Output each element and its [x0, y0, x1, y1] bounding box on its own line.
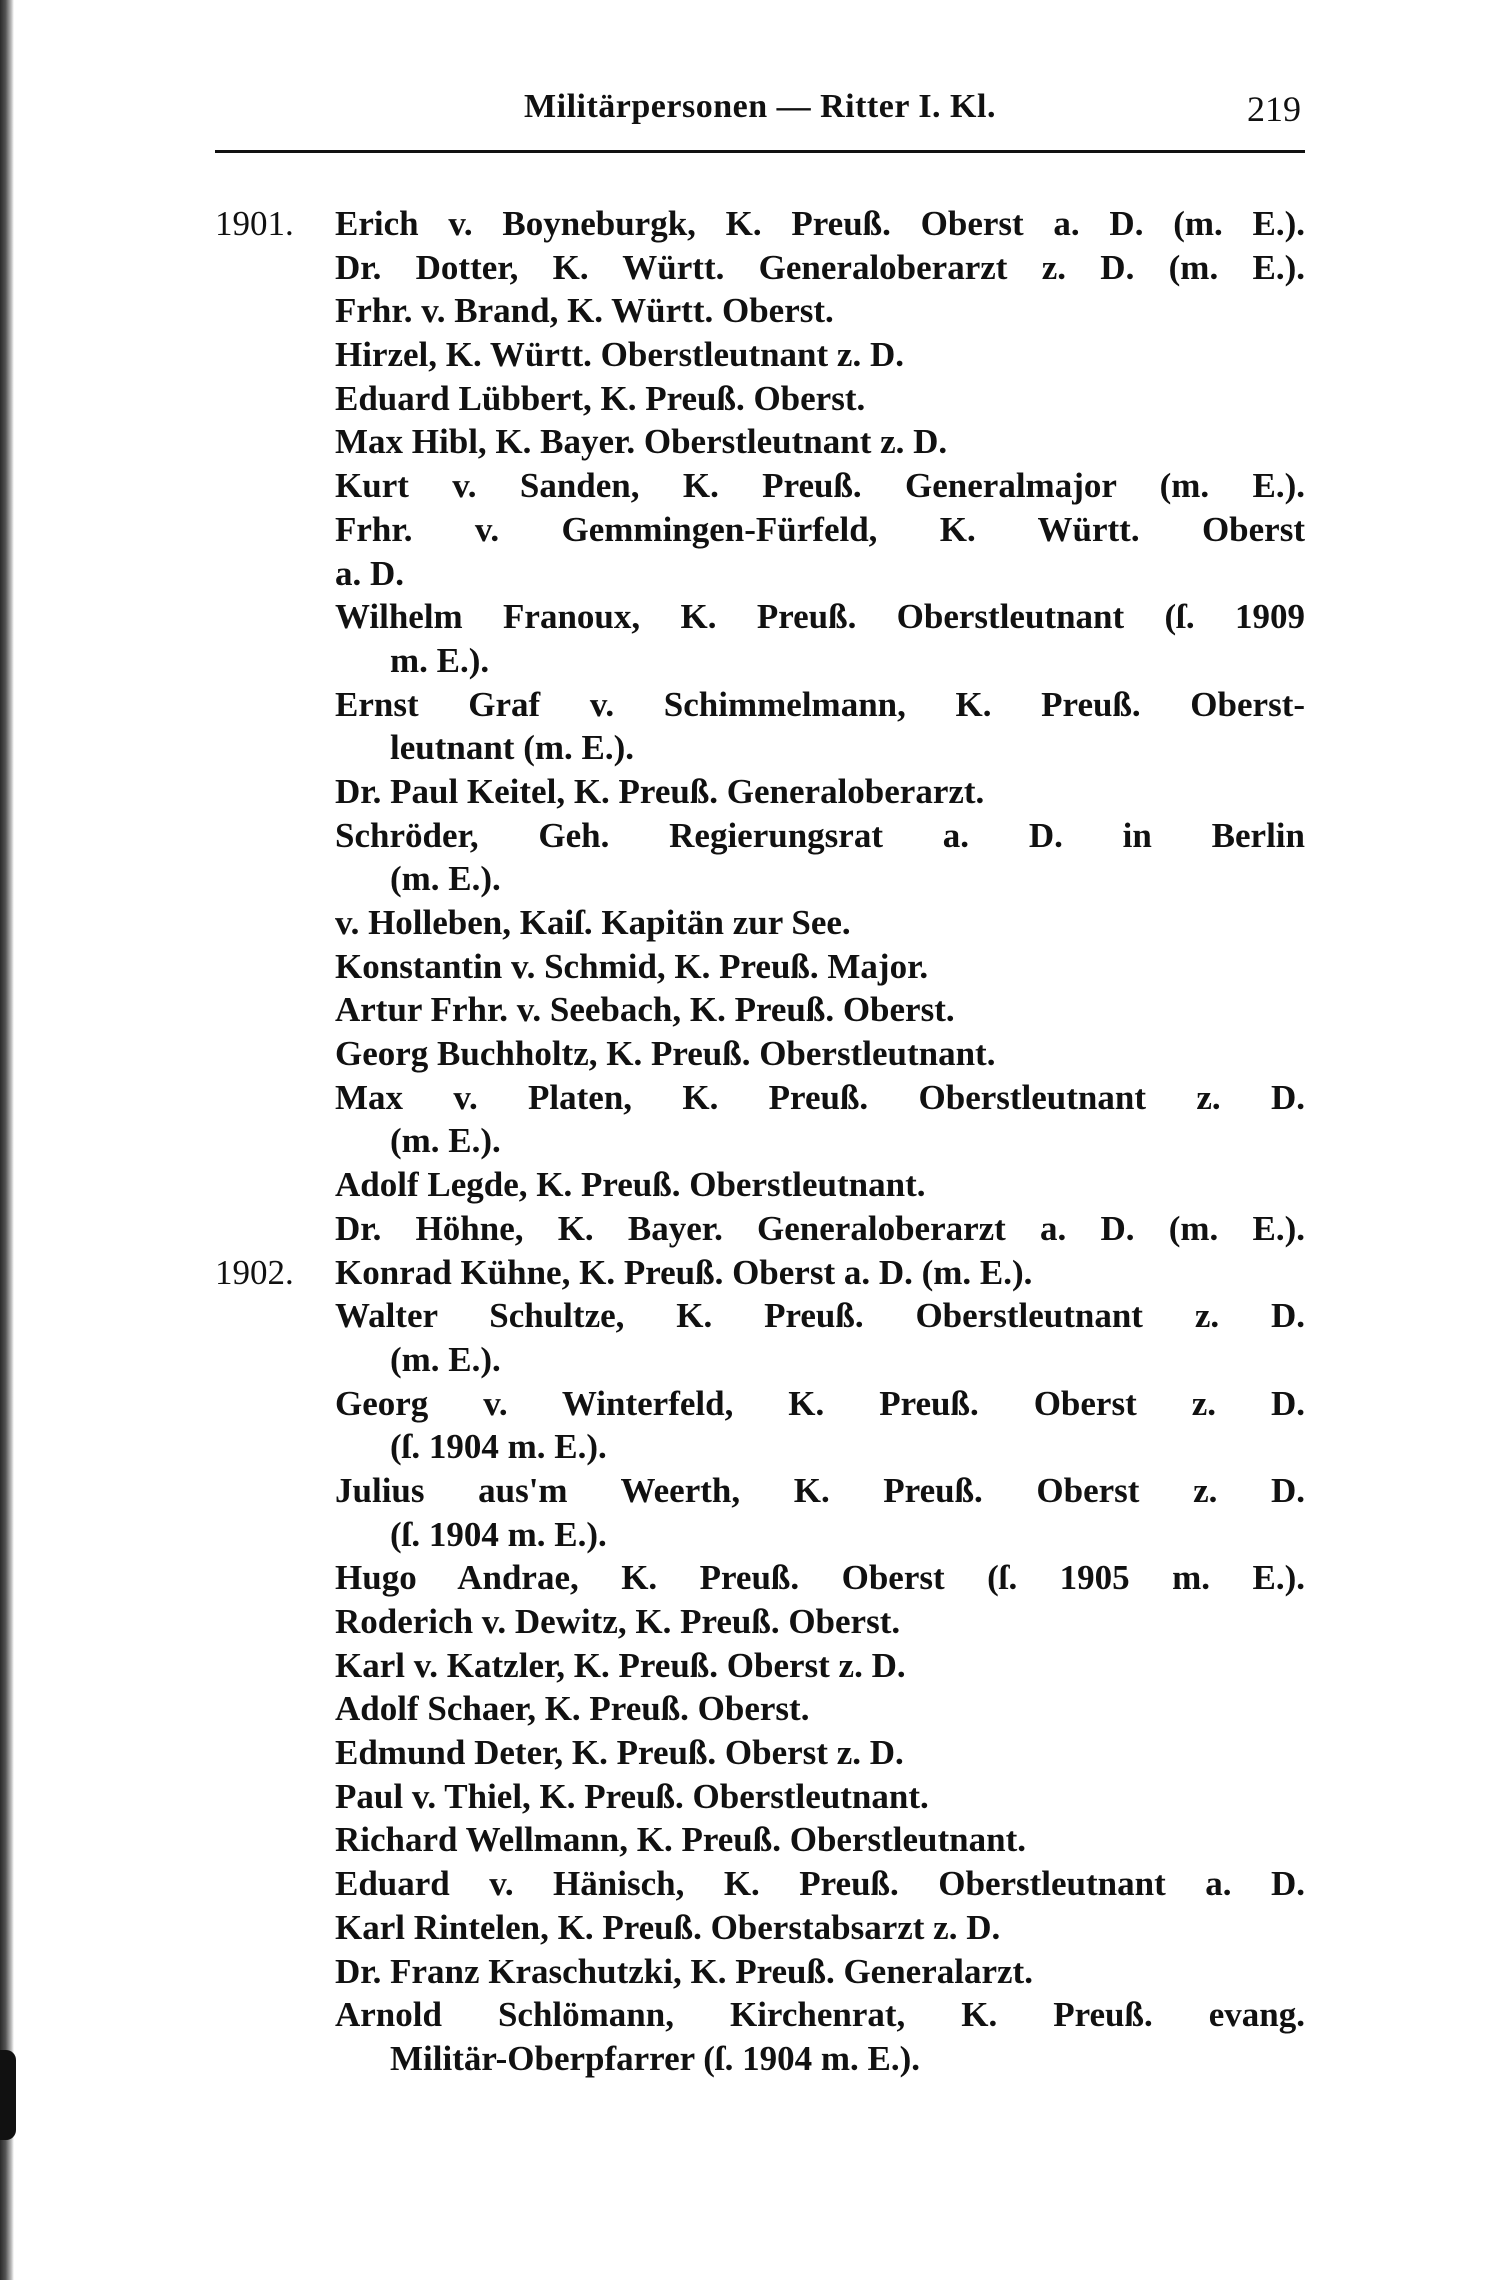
- entry-text: Schröder, Geh. Regierungsrat a. D. in Berlin: [335, 815, 1305, 855]
- entry-text: Frhr. v. Brand, K. Württ. Oberst.: [335, 291, 834, 331]
- list-line: [215, 1207, 1305, 1251]
- entry-text: Artur Frhr. v. Seebach, K. Preuß. Oberst.: [335, 990, 955, 1030]
- list-line: [215, 2037, 1305, 2081]
- list-line: [215, 1993, 1305, 2037]
- list-line: [215, 857, 1305, 901]
- entry-text: Georg Buchholtz, K. Preuß. Oberstleutnant.: [335, 1034, 996, 1074]
- entry-text: Walter Schultze, K. Preuß. Oberstleutnant z. D.: [335, 1296, 1305, 1336]
- list-line: [215, 1513, 1305, 1557]
- list-line: [215, 1600, 1305, 1644]
- list-line: [215, 595, 1305, 639]
- entry-text: Konstantin v. Schmid, K. Preuß. Major.: [335, 946, 929, 986]
- entry-text: Hirzel, K. Württ. Oberstleutnant z. D.: [335, 335, 904, 375]
- entry-text: Kurt v. Sanden, K. Preuß. Generalmajor (m. E.).: [335, 466, 1305, 506]
- running-title: Militärpersonen — Ritter I. Kl.: [524, 88, 996, 125]
- entry-text: Frhr. v. Gemmingen-Fürfeld, K. Württ. Oberst: [335, 509, 1305, 549]
- entry-text: a. D.: [335, 553, 405, 593]
- list-line: [215, 901, 1305, 945]
- list-line: [215, 1032, 1305, 1076]
- entry-text: Wilhelm Franoux, K. Preuß. Oberstleutnant (ſ. 1909: [335, 597, 1305, 637]
- entry-text: Dr. Franz Kraschutzki, K. Preuß. Generalarzt.: [335, 1951, 1033, 1991]
- list-line: [215, 1950, 1305, 1994]
- entry-text: Arnold Schlömann, Kirchenrat, K. Preuß. evang.: [335, 1995, 1305, 2035]
- list-line: [215, 1338, 1305, 1382]
- list-line: [215, 420, 1305, 464]
- entry-text: Dr. Dotter, K. Württ. Generaloberarzt z. D. (m. E.).: [335, 247, 1305, 287]
- list-line: [215, 1294, 1305, 1338]
- list-line: [215, 726, 1305, 770]
- entry-text: v. Holleben, Kaiſ. Kapitän zur See.: [335, 903, 851, 942]
- entry-text: Erich v. Boyneburgk, K. Preuß. Oberst a. D. (m. E.).: [335, 204, 1305, 243]
- entry-text: Roderich v. Dewitz, K. Preuß. Oberst.: [335, 1602, 901, 1641]
- list-line: [215, 945, 1305, 989]
- entry-text: Karl Rintelen, K. Preuß. Oberstabsarzt z. D.: [335, 1907, 1001, 1947]
- list-line: [215, 683, 1305, 727]
- list-line: [215, 1644, 1305, 1688]
- honors-list: [215, 202, 1305, 2081]
- list-line: [215, 1425, 1305, 1469]
- entry-text: Julius aus'm Weerth, K. Preuß. Oberst z. D.: [335, 1470, 1305, 1510]
- entry-continuation: (ſ. 1904 m. E.).: [390, 1427, 607, 1467]
- entry-text: Hugo Andrae, K. Preuß. Oberst (ſ. 1905 m. E.).: [335, 1558, 1305, 1598]
- list-line: [215, 1469, 1305, 1513]
- page-number: 219: [1247, 89, 1301, 129]
- list-line: [215, 1382, 1305, 1426]
- entry-text: Dr. Höhne, K. Bayer. Generaloberarzt a. D. (m. E.).: [335, 1208, 1305, 1248]
- header-rule: [215, 150, 1305, 153]
- entry-continuation: Militär-Oberpfarrer (ſ. 1904 m. E.).: [390, 2038, 921, 2078]
- list-line: [215, 1163, 1305, 1207]
- list-line: [215, 552, 1305, 596]
- list-line: [215, 464, 1305, 508]
- list-line: [215, 1119, 1305, 1163]
- entry-text: Max Hibl, K. Bayer. Oberstleutnant z. D.: [335, 422, 948, 462]
- entry-text: Max v. Platen, K. Preuß. Oberstleutnant z. D.: [335, 1077, 1305, 1117]
- entry-continuation: (m. E.).: [390, 1339, 501, 1379]
- entry-continuation: (m. E.).: [390, 859, 501, 899]
- scan-edge-blot: [0, 2050, 16, 2140]
- list-line: [215, 289, 1305, 333]
- entry-text: Eduard v. Hänisch, K. Preuß. Oberstleutnant a. D.: [335, 1864, 1305, 1904]
- list-line: [215, 333, 1305, 377]
- list-line: [215, 639, 1305, 683]
- entry-text: Georg v. Winterfeld, K. Preuß. Oberst z. D.: [335, 1383, 1305, 1423]
- list-line: [215, 1251, 1305, 1295]
- list-line: [215, 202, 1305, 246]
- list-line: [215, 1775, 1305, 1819]
- list-line: [215, 1731, 1305, 1775]
- scan-edge-shadow: [0, 0, 14, 2280]
- entry-text: Karl v. Katzler, K. Preuß. Oberst z. D.: [335, 1645, 906, 1685]
- list-line: [215, 1556, 1305, 1600]
- entry-continuation: (m. E.).: [390, 1121, 501, 1161]
- entry-text: Paul v. Thiel, K. Preuß. Oberstleutnant.: [335, 1776, 929, 1816]
- list-line: [215, 1906, 1305, 1950]
- list-line: [215, 246, 1305, 290]
- list-line: [215, 814, 1305, 858]
- list-line: [215, 1687, 1305, 1731]
- entry-text: Konrad Kühne, K. Preuß. Oberst a. D. (m. E.).: [335, 1252, 1033, 1292]
- list-line: [215, 1862, 1305, 1906]
- list-line: [215, 1076, 1305, 1120]
- entry-text: Edmund Deter, K. Preuß. Oberst z. D.: [335, 1733, 904, 1773]
- list-line: [215, 377, 1305, 421]
- year-label: 1901.: [215, 204, 294, 243]
- entry-text: Adolf Legde, K. Preuß. Oberstleutnant.: [335, 1165, 926, 1205]
- entry-text: Dr. Paul Keitel, K. Preuß. Generaloberarzt.: [335, 771, 985, 811]
- list-line: [215, 508, 1305, 552]
- entry-continuation: (ſ. 1904 m. E.).: [390, 1514, 607, 1554]
- entry-continuation: leutnant (m. E.).: [390, 728, 635, 768]
- list-line: [215, 1818, 1305, 1862]
- entry-text: Richard Wellmann, K. Preuß. Oberstleutnant.: [335, 1820, 1026, 1860]
- entry-continuation: m. E.).: [390, 640, 490, 680]
- year-label: 1902.: [215, 1252, 294, 1292]
- list-line: [215, 770, 1305, 814]
- entry-text: Ernst Graf v. Schimmelmann, K. Preuß. Oberst-: [335, 684, 1305, 724]
- page-header: [215, 88, 1305, 140]
- list-line: [215, 988, 1305, 1032]
- entry-text: Adolf Schaer, K. Preuß. Oberst.: [335, 1689, 810, 1729]
- entry-text: Eduard Lübbert, K. Preuß. Oberst.: [335, 378, 866, 418]
